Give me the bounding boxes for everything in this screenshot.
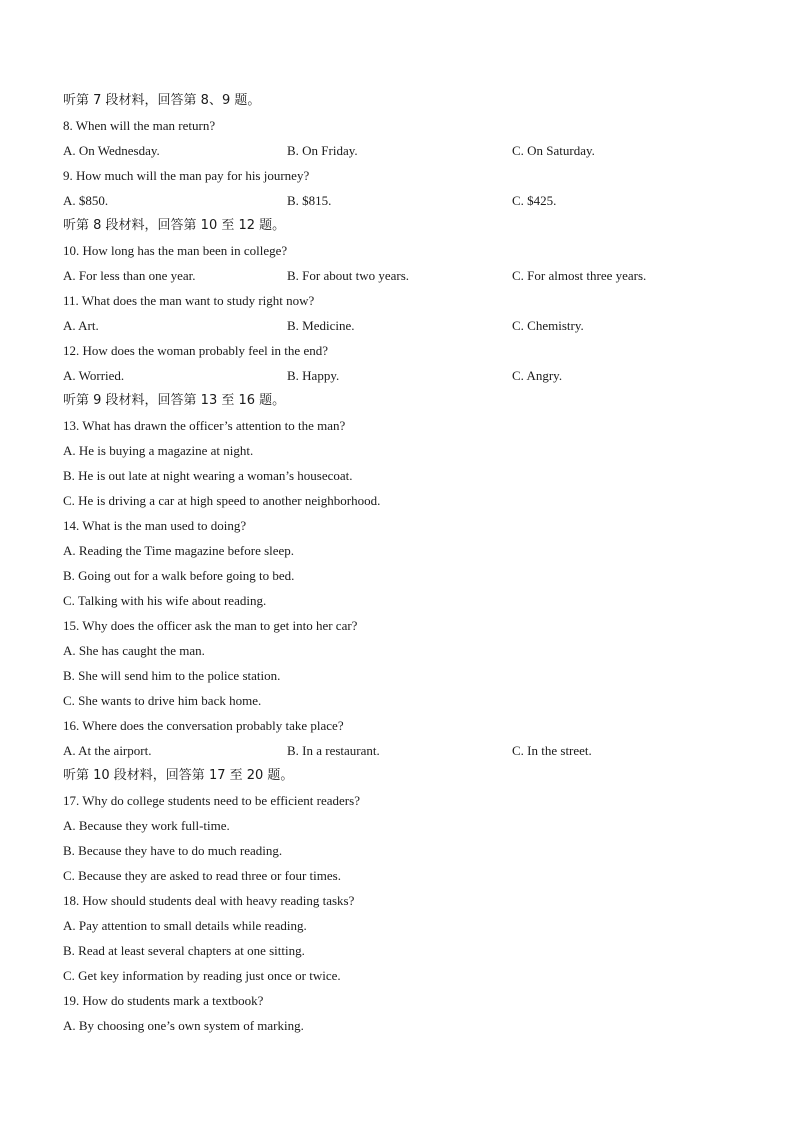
- question-text: [0, 413, 794, 438]
- answer-option: [0, 463, 794, 488]
- answer-option: [0, 913, 794, 938]
- question-text: [0, 338, 794, 363]
- answer-option: C. In the street.: [512, 743, 592, 758]
- answer-option: A. Art.: [63, 318, 99, 333]
- answer-option: B. Medicine.: [287, 318, 355, 333]
- answer-option-text: B. Because they have to do much reading.: [63, 843, 283, 858]
- answer-option: [0, 863, 794, 888]
- option-row: [0, 313, 794, 338]
- answer-option: B. In a restaurant.: [287, 743, 380, 758]
- answer-option-text: A. Because they work full-time.: [63, 818, 230, 833]
- option-row: [0, 138, 794, 163]
- answer-option: B. For about two years.: [287, 268, 410, 283]
- question-label: 10. How long has the man been in college?: [63, 243, 288, 258]
- question-label: 13. What has drawn the officer’s attention to the man?: [63, 418, 346, 433]
- answer-option-text: C. Get key information by reading just once or twice.: [63, 968, 341, 983]
- answer-option: A. At the airport.: [63, 743, 152, 758]
- answer-option: [0, 563, 794, 588]
- question-label: 8. When will the man return?: [63, 118, 216, 133]
- answer-option: [0, 963, 794, 988]
- question-label: 14. What is the man used to doing?: [63, 518, 247, 533]
- section-heading-text: 听第 9 段材料，回答第 13 至 16 题。: [63, 393, 286, 408]
- answer-option-text: A. Reading the Time magazine before sleep.: [63, 543, 295, 558]
- section-heading-text: 听第 7 段材料，回答第 8、9 题。: [63, 93, 261, 108]
- answer-option: [0, 488, 794, 513]
- section-heading: [0, 88, 794, 113]
- question-label: 11. What does the man want to study right now?: [63, 293, 315, 308]
- answer-option: [0, 538, 794, 563]
- question-text: [0, 888, 794, 913]
- question-text: [0, 288, 794, 313]
- question-text: [0, 513, 794, 538]
- section-heading: [0, 213, 794, 238]
- answer-option: [0, 638, 794, 663]
- question-label: 12. How does the woman probably feel in the end?: [63, 343, 328, 358]
- question-text: [0, 988, 794, 1013]
- answer-option: A. $850.: [63, 193, 109, 208]
- answer-option: C. $425.: [512, 193, 557, 208]
- question-text: [0, 713, 794, 738]
- answer-option: [0, 813, 794, 838]
- question-label: 15. Why does the officer ask the man to get into her car?: [63, 618, 358, 633]
- question-label: 18. How should students deal with heavy reading tasks?: [63, 893, 355, 908]
- answer-option: B. On Friday.: [287, 143, 358, 158]
- question-text: [0, 113, 794, 138]
- answer-option: [0, 588, 794, 613]
- answer-option: A. For less than one year.: [63, 268, 196, 283]
- answer-option: [0, 838, 794, 863]
- exam-page: [0, 88, 794, 1038]
- section-heading: [0, 388, 794, 413]
- question-label: 17. Why do college students need to be efficient readers?: [63, 793, 360, 808]
- answer-option: A. Worried.: [63, 368, 125, 383]
- answer-option: B. $815.: [287, 193, 332, 208]
- question-label: 16. Where does the conversation probably take place?: [63, 718, 344, 733]
- answer-option: A. On Wednesday.: [63, 143, 160, 158]
- answer-option: C. Angry.: [512, 368, 563, 383]
- answer-option: [0, 1013, 794, 1038]
- section-heading-text: 听第 10 段材料，回答第 17 至 20 题。: [63, 768, 294, 783]
- answer-option-text: B. Going out for a walk before going to bed.: [63, 568, 295, 583]
- answer-option-text: B. Read at least several chapters at one sitting.: [63, 943, 305, 958]
- section-heading-text: 听第 8 段材料，回答第 10 至 12 题。: [63, 218, 286, 233]
- answer-option-text: B. He is out late at night wearing a woman’s housecoat.: [63, 468, 353, 483]
- answer-option-text: C. Talking with his wife about reading.: [63, 593, 267, 608]
- question-text: [0, 163, 794, 188]
- answer-option-text: C. She wants to drive him back home.: [63, 693, 262, 708]
- answer-option: C. Chemistry.: [512, 318, 584, 333]
- answer-option: C. For almost three years.: [512, 268, 647, 283]
- answer-option-text: C. Because they are asked to read three or four times.: [63, 868, 341, 883]
- answer-option-text: A. Pay attention to small details while reading.: [63, 918, 307, 933]
- answer-option: [0, 688, 794, 713]
- question-text: [0, 238, 794, 263]
- option-row: [0, 738, 794, 763]
- question-text: [0, 613, 794, 638]
- answer-option: C. On Saturday.: [512, 143, 595, 158]
- option-row: [0, 188, 794, 213]
- option-row: [0, 263, 794, 288]
- question-label: 9. How much will the man pay for his journey?: [63, 168, 310, 183]
- answer-option: [0, 438, 794, 463]
- answer-option-text: A. She has caught the man.: [63, 643, 205, 658]
- answer-option-text: A. By choosing one’s own system of marking.: [63, 1018, 304, 1033]
- option-row: [0, 363, 794, 388]
- question-label: 19. How do students mark a textbook?: [63, 993, 264, 1008]
- answer-option: [0, 938, 794, 963]
- answer-option-text: B. She will send him to the police station.: [63, 668, 281, 683]
- answer-option-text: A. He is buying a magazine at night.: [63, 443, 254, 458]
- answer-option: B. Happy.: [287, 368, 340, 383]
- answer-option-text: C. He is driving a car at high speed to another neighborhood.: [63, 493, 381, 508]
- question-text: [0, 788, 794, 813]
- section-heading: [0, 763, 794, 788]
- answer-option: [0, 663, 794, 688]
